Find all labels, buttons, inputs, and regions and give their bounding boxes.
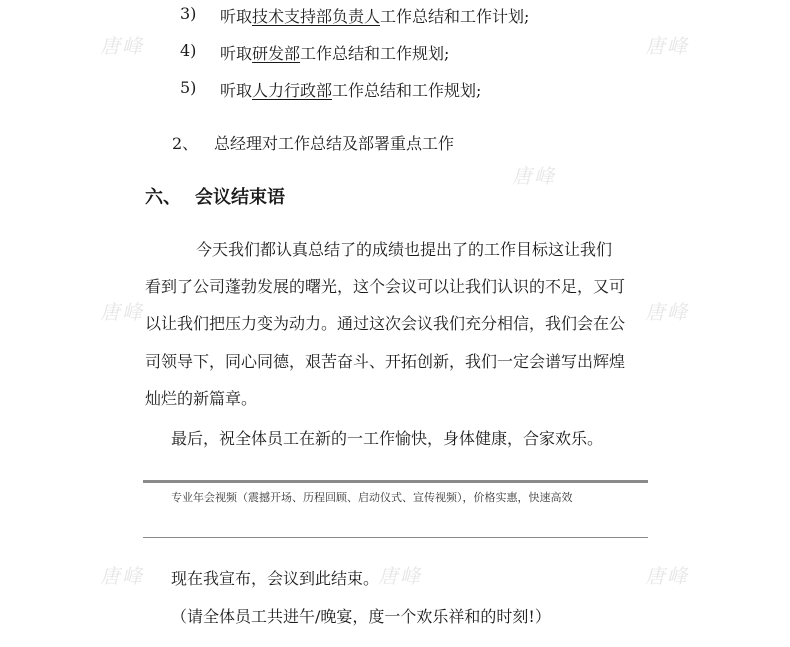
item-number: 4) <box>180 41 197 60</box>
item-text <box>220 41 449 64</box>
watermark: 唐峰 <box>378 564 422 588</box>
item-suffix: 工作总结和工作计划; <box>380 7 530 26</box>
watermark: 唐峰 <box>512 164 556 188</box>
watermark: 唐峰 <box>100 300 144 324</box>
watermark: 唐峰 <box>645 34 689 58</box>
paragraph-line: 今天我们都认真总结了的成绩也提出了的工作目标这让我们 <box>196 240 613 259</box>
watermark: 唐峰 <box>645 564 689 588</box>
paragraph-line: 司领导下，同心同德，艰苦奋斗、开拓创新，我们一定会谱写出辉煌 <box>145 352 626 371</box>
item-dept: 研发部 <box>252 44 301 63</box>
announcement: 现在我宣布，会议到此结束。 <box>171 569 380 588</box>
divider-top <box>143 480 648 483</box>
item-dept: 人力行政部 <box>252 81 333 100</box>
item-suffix: 工作总结和工作规划; <box>300 44 450 63</box>
paragraph-line: 以让我们把压力变为动力。通过这次会议我们充分相信，我们会在公 <box>145 314 626 333</box>
section-number: 六、 <box>145 187 181 208</box>
item-text <box>220 78 481 101</box>
watermark: 唐峰 <box>645 300 689 324</box>
paragraph-line: 灿烂的新篇章。 <box>145 389 258 408</box>
item-prefix: 听取 <box>220 81 253 100</box>
item-dept: 技术支持部负责人 <box>252 7 381 26</box>
item-number: 5) <box>180 78 197 97</box>
point-text: 总经理对工作总结及部署重点工作 <box>214 134 455 153</box>
item-prefix: 听取 <box>220 7 253 26</box>
paragraph-line: 看到了公司蓬勃发展的曙光，这个会议可以让我们认识的不足，又可 <box>145 277 626 296</box>
item-prefix: 听取 <box>220 44 253 63</box>
watermark: 唐峰 <box>100 34 144 58</box>
closing-line: 最后，祝全体员工在新的一工作愉快，身体健康，合家欢乐。 <box>171 429 604 448</box>
item-text <box>220 4 529 27</box>
meal-note: （请全体员工共进午/晚宴，度一个欢乐祥和的时刻!） <box>171 607 551 626</box>
watermark: 唐峰 <box>100 564 144 588</box>
item-number: 3) <box>180 4 197 23</box>
point-number: 2、 <box>172 134 199 153</box>
divider-bottom <box>143 537 648 538</box>
section-title: 会议结束语 <box>195 187 285 208</box>
item-suffix: 工作总结和工作规划; <box>332 81 482 100</box>
ad-text: 专业年会视频（震撼开场、历程回顾、启动仪式、宣传视频），价格实惠，快速高效 <box>171 491 573 504</box>
